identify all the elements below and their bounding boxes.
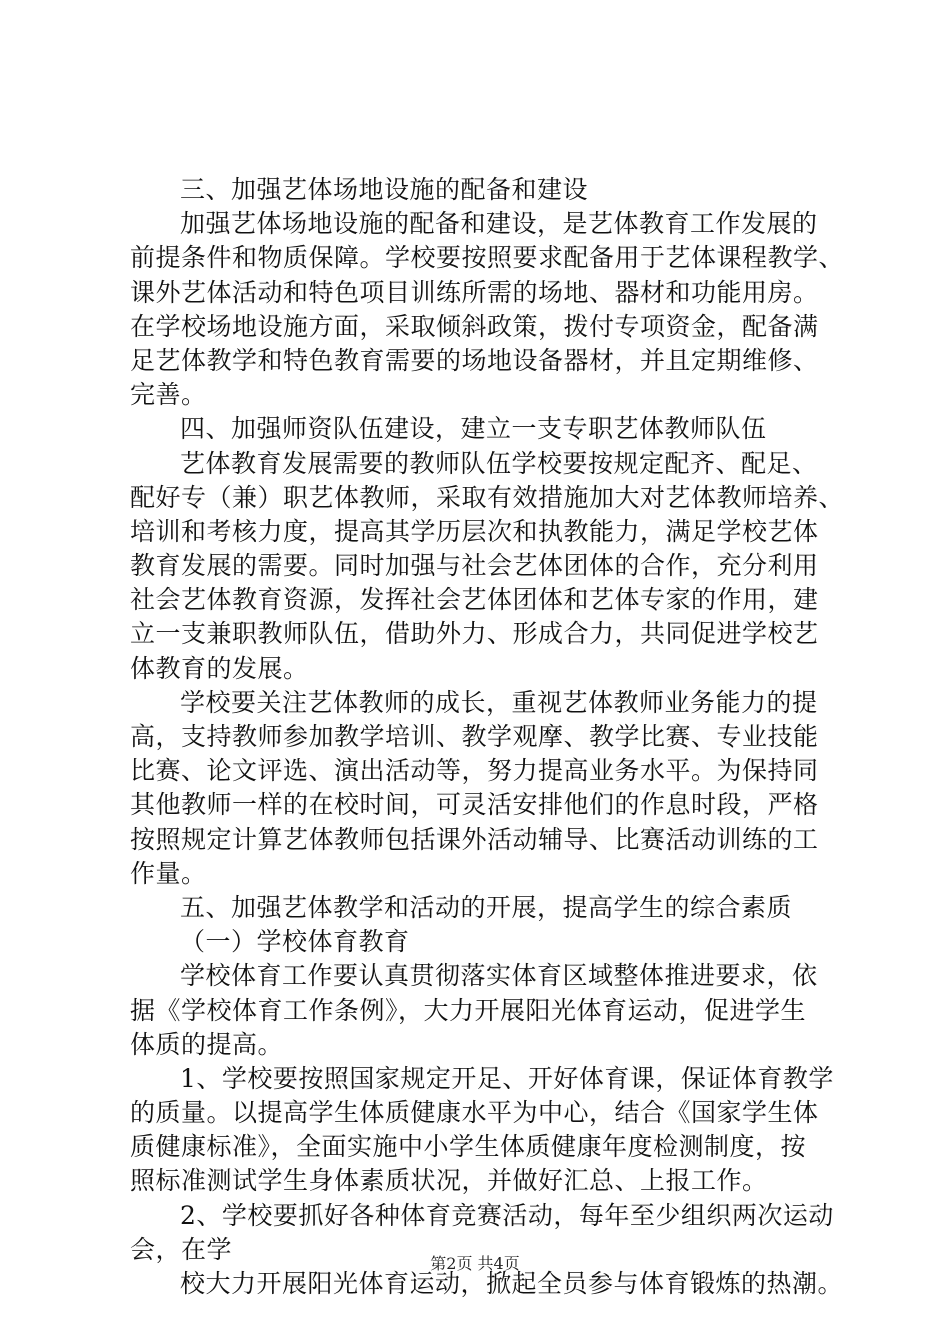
text-line: 按照规定计算艺体教师包括课外活动辅导、比赛活动训练的工 bbox=[130, 824, 819, 854]
text-line: 作量。 bbox=[130, 858, 207, 888]
text-line: 据《学校体育工作条例》，大力开展阳光体育运动，促进学生 bbox=[130, 995, 807, 1025]
text-line: 完善。 bbox=[130, 380, 207, 410]
text-line: （一）学校体育教育 bbox=[180, 927, 410, 957]
text-line: 学校体育工作要认真贯彻落实体育区域整体推进要求，依 bbox=[180, 961, 818, 991]
text-line: 前提条件和物质保障。学校要按照要求配备用于艺体课程教学、 bbox=[130, 243, 845, 273]
text-line: 1、学校要按照国家规定开足、开好体育课，保证体育教学 bbox=[180, 1063, 834, 1093]
document-body bbox=[130, 173, 845, 1301]
text-line: 四、加强师资队伍建设，建立一支专职艺体教师队伍 bbox=[180, 414, 767, 444]
text-line: 培训和考核力度，提高其学历层次和执教能力，满足学校艺体 bbox=[130, 516, 819, 546]
text-line: 教育发展的需要。同时加强与社会艺体团体的合作，充分利用 bbox=[130, 551, 819, 581]
text-line: 会，在学 bbox=[130, 1234, 233, 1264]
text-line: 2、学校要抓好各种体育竞赛活动，每年至少组织两次运动 bbox=[180, 1200, 834, 1230]
text-line: 立一支兼职教师队伍，借助外力、形成合力，共同促进学校艺 bbox=[130, 619, 819, 649]
text-line: 其他教师一样的在校时间，可灵活安排他们的作息时段，严格 bbox=[130, 790, 819, 820]
text-line: 配好专（兼）职艺体教师，采取有效措施加大对艺体教师培养、 bbox=[130, 482, 845, 512]
text-line: 足艺体教学和特色教育需要的场地设备器材，并且定期维修、 bbox=[130, 345, 819, 375]
text-line: 质健康标准》，全面实施中小学生体质健康年度检测制度，按 bbox=[130, 1132, 807, 1162]
text-line: 艺体教育发展需要的教师队伍学校要按规定配齐、配足、 bbox=[180, 448, 818, 478]
text-line: 校大力开展阳光体育运动，掀起全员参与体育锻炼的热潮。 bbox=[180, 1269, 844, 1298]
text-line: 五、加强艺体教学和活动的开展，提高学生的综合素质 bbox=[180, 892, 793, 922]
text-line: 社会艺体教育资源，发挥社会艺体团体和艺体专家的作用，建 bbox=[130, 585, 819, 615]
text-line: 体质的提高。 bbox=[130, 1029, 284, 1059]
text-line: 的质量。以提高学生体质健康水平为中心，结合《国家学生体 bbox=[130, 1098, 819, 1128]
text-line: 加强艺体场地设施的配备和建设，是艺体教育工作发展的 bbox=[180, 209, 818, 239]
text-line: 课外艺体活动和特色项目训练所需的场地、器材和功能用房。 bbox=[130, 277, 819, 307]
text-line: 在学校场地设施方面，采取倾斜政策，拨付专项资金，配备满 bbox=[130, 311, 819, 341]
text-line: 高，支持教师参加教学培训、教学观摩、教学比赛、专业技能 bbox=[130, 722, 819, 751]
text-line: 比赛、论文评选、演出活动等，努力提高业务水平。为保持同 bbox=[130, 756, 819, 786]
text-line: 三、加强艺体场地设施的配备和建设 bbox=[180, 175, 589, 204]
text-line: 学校要关注艺体教师的成长，重视艺体教师业务能力的提 bbox=[180, 687, 818, 717]
page-footer: 第2页 共4页 bbox=[430, 1254, 520, 1273]
text-line: 体教育的发展。 bbox=[130, 653, 309, 683]
text-line: 照标准测试学生身体素质状况，并做好汇总、上报工作。 bbox=[130, 1166, 768, 1196]
